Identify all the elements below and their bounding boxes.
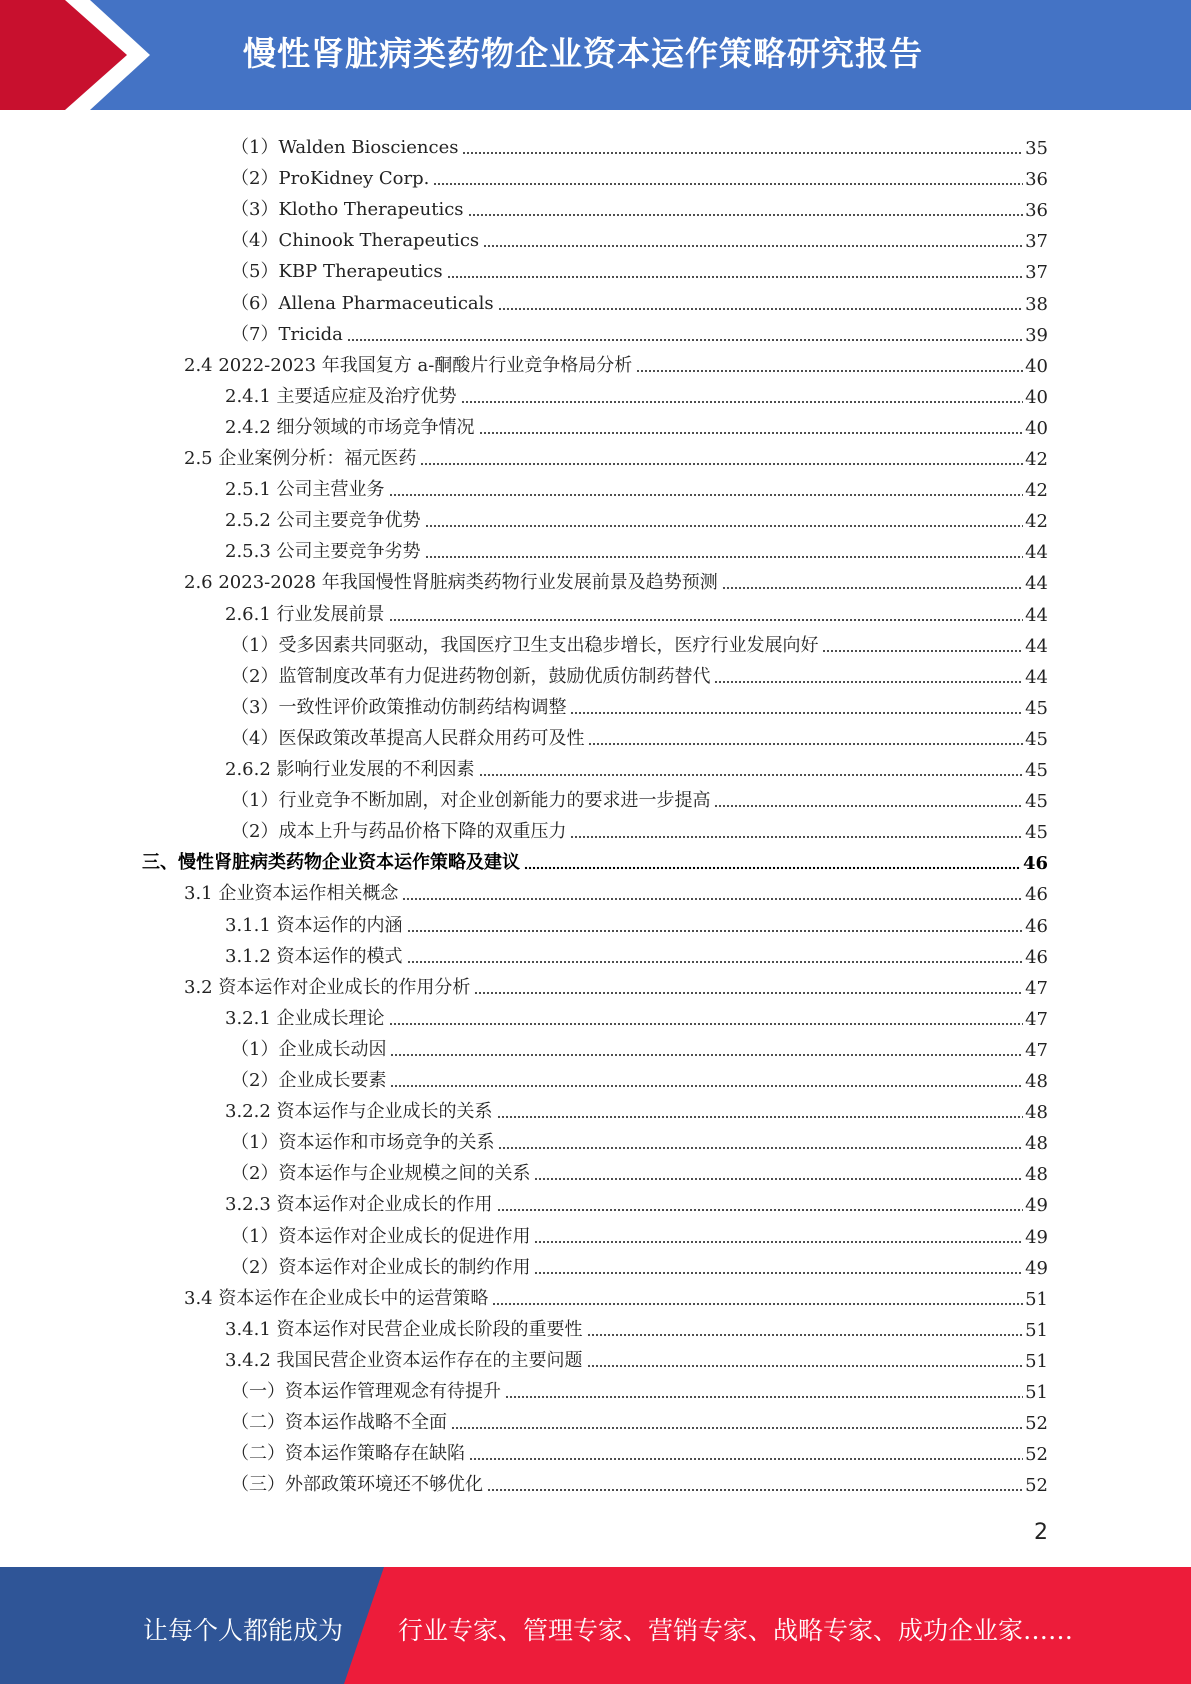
toc-entry[interactable] [231, 1123, 1048, 1154]
toc-entry-page: 44 [1025, 542, 1048, 564]
toc-entry-page: 48 [1025, 1102, 1048, 1124]
toc-entry-label: 3.1 企业资本运作相关概念 [184, 883, 399, 905]
toc-dot-leader [534, 1223, 1023, 1244]
toc-entry-page: 46 [1025, 884, 1048, 906]
toc-dot-leader [497, 1191, 1024, 1212]
toc-dot-leader [524, 849, 1021, 870]
toc-dot-leader [479, 414, 1024, 435]
toc-entry[interactable] [184, 439, 1048, 470]
toc-entry-page: 42 [1025, 511, 1048, 533]
toc-entry[interactable] [231, 781, 1048, 812]
toc-entry-label: 2.4.1 主要适应症及治疗优势 [225, 385, 457, 407]
footer-slogan-left: 让每个人都能成为 [143, 1616, 344, 1645]
page-number: 2 [1034, 1520, 1048, 1545]
toc-entry-label: （二）资本运作战略不全面 [231, 1412, 447, 1434]
toc-dot-leader [402, 880, 1023, 901]
page-header [0, 0, 1191, 110]
toc-entry-label: （2）成本上升与药品价格下降的双重压力 [231, 821, 567, 843]
toc-entry[interactable] [225, 470, 1048, 501]
toc-entry-label: 2.5 企业案例分析：福元医药 [184, 448, 417, 469]
toc-entry[interactable] [184, 968, 1048, 999]
toc-entry[interactable] [184, 563, 1048, 594]
toc-entry[interactable] [231, 1061, 1048, 1092]
toc-dot-leader [483, 227, 1023, 248]
toc-entry-label: （一）资本运作管理观念有待提升 [231, 1381, 501, 1402]
toc-entry-label: （5）KBP Therapeutics [231, 261, 443, 283]
toc-dot-leader [390, 1036, 1023, 1057]
toc-entry[interactable] [231, 1248, 1048, 1279]
toc-entry[interactable] [225, 501, 1048, 532]
toc-entry-label: 2.5.1 公司主营业务 [225, 479, 385, 501]
toc-entry-page: 46 [1025, 946, 1048, 968]
toc-dot-leader [451, 1409, 1023, 1430]
toc-dot-leader [534, 1254, 1023, 1275]
report-title: 慢性肾脏病类药物企业资本运作策略研究报告 [243, 34, 923, 73]
toc-entry-label: （7）Tricida [231, 323, 343, 345]
toc-entry-label: （2）监管制度改革有力促进药物创新，鼓励优质仿制药替代 [231, 665, 711, 687]
toc-entry-page: 52 [1025, 1475, 1048, 1497]
toc-entry[interactable] [225, 1092, 1048, 1123]
toc-dot-leader [407, 912, 1024, 933]
toc-entry-page: 51 [1025, 1288, 1048, 1310]
toc-entry-label: （1）行业竞争不断加剧，对企业创新能力的要求进一步提高 [231, 790, 711, 812]
toc-entry-label: 3.2.2 资本运作与企业成长的关系 [225, 1101, 493, 1123]
toc-entry-page: 44 [1025, 635, 1048, 657]
toc-entry-label: 3.4.1 资本运作对民营企业成长阶段的重要性 [225, 1318, 583, 1340]
toc-entry[interactable] [231, 1372, 1048, 1403]
toc-entry-page: 37 [1025, 262, 1048, 284]
toc-entry-page: 47 [1025, 1039, 1048, 1061]
toc-entry[interactable] [231, 1434, 1048, 1465]
toc-entry-page: 49 [1025, 1195, 1048, 1217]
toc-entry[interactable] [231, 252, 1048, 283]
toc-entry-page: 46 [1022, 853, 1048, 875]
toc-dot-leader [587, 1316, 1024, 1337]
toc-entry[interactable] [225, 750, 1048, 781]
toc-entry-page: 45 [1025, 760, 1048, 781]
toc-entry[interactable] [231, 190, 1048, 221]
toc-entry-label: 2.4.2 细分领域的市场竞争情况 [225, 416, 475, 438]
toc-entry-label: 3.4 资本运作在企业成长中的运营策略 [184, 1287, 489, 1309]
toc-entry-label: 三、慢性肾脏病类药物企业资本运作策略及建议 [142, 852, 520, 874]
toc-entry[interactable] [231, 315, 1048, 346]
toc-dot-leader [389, 601, 1024, 622]
toc-entry[interactable] [231, 719, 1048, 750]
toc-entry-label: 3.2 资本运作对企业成长的作用分析 [184, 976, 471, 998]
toc-entry-page: 36 [1025, 169, 1048, 191]
toc-entry-page: 36 [1025, 200, 1048, 222]
toc-entry-label: （1）企业成长动因 [231, 1038, 387, 1060]
toc-entry-label: （2）企业成长要素 [231, 1070, 387, 1091]
toc-entry-label: 3.1.1 资本运作的内涵 [225, 914, 403, 936]
toc-entry[interactable] [225, 999, 1048, 1030]
toc-entry-label: 2.6.2 影响行业发展的不利因素 [225, 759, 475, 780]
toc-dot-leader [389, 1005, 1024, 1026]
toc-entry[interactable] [231, 284, 1048, 315]
toc-entry[interactable] [225, 937, 1048, 968]
toc-entry-page: 49 [1025, 1257, 1048, 1279]
toc-entry[interactable] [231, 812, 1048, 843]
toc-entry-label: 3.4.2 我国民营企业资本运作存在的主要问题 [225, 1349, 583, 1371]
toc-entry-label: 3.2.3 资本运作对企业成长的作用 [225, 1194, 493, 1216]
toc-entry-label: （4）Chinook Therapeutics [231, 230, 480, 252]
toc-dot-leader [714, 787, 1023, 808]
footer-slogan-right: 行业专家、管理专家、营销专家、战略专家、成功企业家…… [398, 1616, 1074, 1645]
toc-entry[interactable] [184, 1279, 1048, 1310]
toc-entry-label: （2）资本运作与企业规模之间的关系 [231, 1163, 531, 1185]
toc-entry-page: 42 [1025, 480, 1048, 502]
toc-entry[interactable] [184, 346, 1048, 377]
toc-entry-label: （2）ProKidney Corp. [231, 168, 430, 190]
toc-dot-leader [587, 1347, 1024, 1368]
toc-dot-leader [462, 134, 1023, 155]
page-footer [0, 1567, 1191, 1684]
toc-entry-label: （3）一致性评价政策推动仿制药结构调整 [231, 696, 567, 718]
toc-entry-page: 51 [1025, 1319, 1048, 1341]
toc-entry-page: 45 [1025, 728, 1048, 750]
toc-entry-label: 2.6.1 行业发展前景 [225, 603, 385, 625]
toc-entry[interactable] [231, 1403, 1048, 1434]
toc-entry-page: 52 [1025, 1444, 1048, 1466]
toc-dot-leader [474, 974, 1023, 995]
toc-entry-page: 40 [1025, 386, 1048, 408]
toc-entry[interactable] [225, 1310, 1048, 1341]
toc-dot-leader [588, 725, 1023, 746]
toc-entry[interactable] [231, 1154, 1048, 1185]
toc-dot-leader [461, 383, 1024, 404]
toc-entry-page: 44 [1025, 573, 1048, 595]
toc-entry-label: （二）资本运作策略存在缺陷 [231, 1443, 465, 1465]
toc-dot-leader [469, 1440, 1023, 1461]
toc-dot-leader [390, 1067, 1023, 1088]
toc-entry-label: 3.2.1 企业成长理论 [225, 1007, 385, 1029]
toc-entry-page: 37 [1025, 231, 1048, 253]
toc-entry[interactable] [231, 688, 1048, 719]
toc-dot-leader [487, 1471, 1023, 1492]
toc-dot-leader [407, 943, 1024, 964]
toc-entry[interactable] [142, 843, 1048, 874]
toc-dot-leader [347, 321, 1023, 342]
toc-entry-page: 47 [1025, 1008, 1048, 1030]
toc-entry-page: 48 [1025, 1133, 1048, 1155]
toc-entry-page: 46 [1025, 915, 1048, 937]
toc-dot-leader [714, 663, 1023, 684]
toc-dot-leader [822, 632, 1023, 653]
toc-entry-page: 51 [1025, 1382, 1048, 1403]
toc-dot-leader [492, 1285, 1023, 1306]
toc-dot-leader [570, 694, 1023, 715]
red-chevron-icon [0, 0, 160, 110]
toc-entry[interactable] [231, 1030, 1048, 1061]
toc-entry-page: 42 [1025, 449, 1048, 470]
toc-entry-page: 45 [1025, 697, 1048, 719]
toc-entry[interactable] [231, 657, 1048, 688]
toc-entry-label: 2.6 2023-2028 年我国慢性肾脏病类药物行业发展前景及趋势预测 [184, 572, 718, 594]
toc-entry-page: 38 [1025, 293, 1048, 315]
toc-entry[interactable] [225, 1341, 1048, 1372]
toc-dot-leader [636, 352, 1023, 373]
toc-dot-leader [534, 1160, 1023, 1181]
toc-entry-page: 44 [1025, 666, 1048, 688]
toc-entry-label: （1）受多因素共同驱动，我国医疗卫生支出稳步增长，医疗行业发展向好 [231, 634, 819, 656]
toc-entry-label: （6）Allena Pharmaceuticals [231, 292, 494, 314]
toc-entry-page: 40 [1025, 417, 1048, 439]
toc-entry-page: 48 [1025, 1071, 1048, 1092]
toc-dot-leader [425, 507, 1024, 528]
toc-entry[interactable] [231, 221, 1048, 252]
toc-entry-page: 49 [1025, 1226, 1048, 1248]
toc-dot-leader [425, 538, 1024, 559]
toc-dot-leader [505, 1378, 1023, 1399]
toc-entry[interactable] [225, 595, 1048, 626]
toc-dot-leader [420, 445, 1023, 466]
toc-entry[interactable] [225, 408, 1048, 439]
toc-entry[interactable] [231, 1217, 1048, 1248]
toc-entry-label: （1）资本运作和市场竞争的关系 [231, 1132, 495, 1154]
toc-entry-page: 39 [1025, 324, 1048, 346]
toc-entry[interactable] [225, 1185, 1048, 1216]
toc-dot-leader [468, 196, 1024, 217]
toc-entry-label: 2.4 2022-2023 年我国复方 a-酮酸片行业竞争格局分析 [184, 354, 633, 376]
toc-dot-leader [498, 290, 1023, 311]
toc-entry-page: 40 [1025, 355, 1048, 377]
toc-entry-label: （4）医保政策改革提高人民群众用药可及性 [231, 727, 585, 749]
toc-dot-leader [570, 818, 1023, 839]
toc-dot-leader [447, 258, 1023, 279]
toc-entry-page: 48 [1025, 1164, 1048, 1186]
toc-dot-leader [498, 1129, 1023, 1150]
toc-entry[interactable] [225, 377, 1048, 408]
toc-entry-label: （1）Walden Biosciences [231, 137, 459, 158]
toc-entry-page: 44 [1025, 604, 1048, 626]
toc-dot-leader [497, 1098, 1024, 1119]
toc-entry[interactable] [225, 906, 1048, 937]
toc-entry[interactable] [184, 874, 1048, 905]
toc-entry-label: （2）资本运作对企业成长的制约作用 [231, 1256, 531, 1278]
toc-entry-label: （3）Klotho Therapeutics [231, 199, 464, 221]
toc-entry[interactable] [225, 532, 1048, 563]
toc-entry[interactable] [231, 626, 1048, 657]
toc-entry-page: 52 [1025, 1413, 1048, 1435]
toc-entry-page: 45 [1025, 791, 1048, 813]
toc-entry[interactable] [231, 159, 1048, 190]
toc-entry[interactable] [231, 1465, 1048, 1496]
toc-entry[interactable] [231, 128, 1048, 159]
toc-entry-label: 3.1.2 资本运作的模式 [225, 945, 403, 967]
toc-entry-label: 2.5.3 公司主要竞争劣势 [225, 541, 421, 563]
toc-entry-page: 51 [1025, 1350, 1048, 1372]
toc-entry-label: （三）外部政策环境还不够优化 [231, 1474, 483, 1496]
toc-dot-leader [722, 569, 1023, 590]
toc-dot-leader [479, 756, 1024, 777]
toc-entry-page: 45 [1025, 822, 1048, 844]
toc-dot-leader [389, 476, 1024, 497]
toc-entry-label: 2.5.2 公司主要竞争优势 [225, 510, 421, 532]
toc-entry-label: （1）资本运作对企业成长的促进作用 [231, 1225, 531, 1247]
toc-entry-page: 35 [1025, 138, 1048, 159]
toc-dot-leader [433, 165, 1023, 186]
toc-entry-page: 47 [1025, 977, 1048, 999]
